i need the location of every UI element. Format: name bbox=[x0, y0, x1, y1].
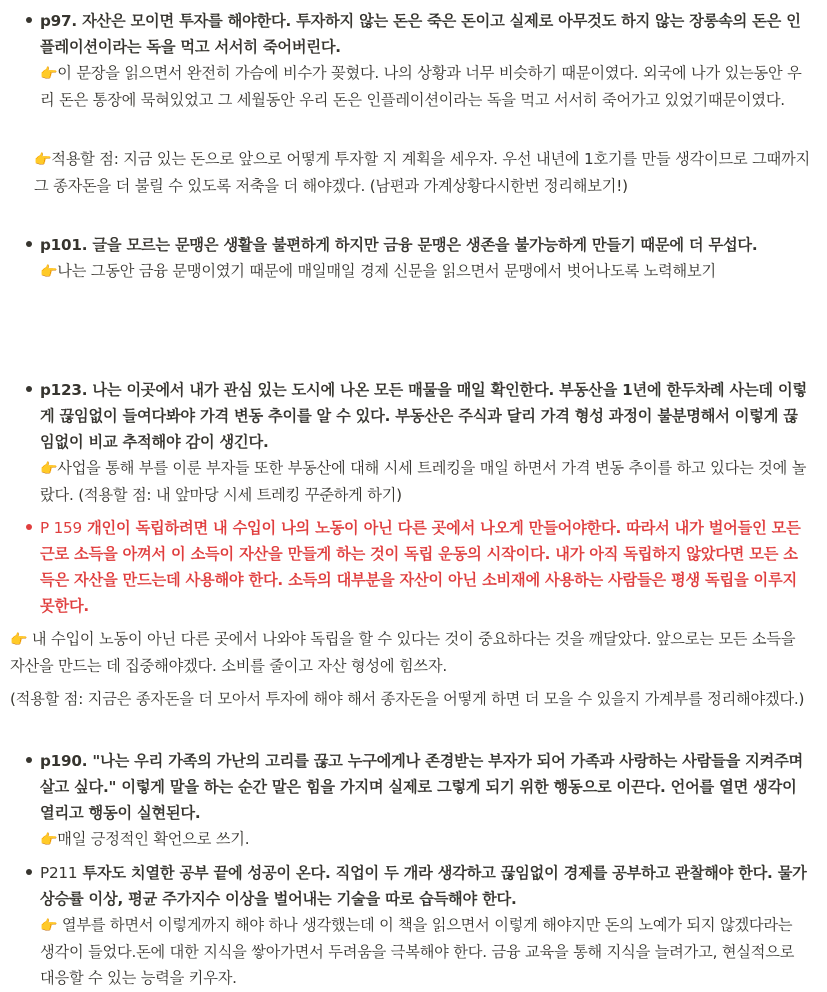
note-body: 사업을 통해 부를 이룬 부자들 또한 부동산에 대해 시세 트레킹을 매일 하면서 가격 변동 추이를 하고 있다는 것에 놀랐다. (적용할 점: 내 앞마당 시세 트레킹 꾸준하게 하기) bbox=[40, 459, 807, 504]
bullet-dot bbox=[26, 524, 32, 530]
note-body: 열부를 하면서 이렇게까지 해야 하나 생각했는데 이 책을 읽으면서 이렇게 해야지만 돈의 노예가 되지 않겠다라는 생각이 들었다.돈에 대한 지식을 쌓아가면서 두려움을 극복해야 한다. 금융 교육을 통해 지식을 늘려가고, 현실적으로 대응할 수 있는 능력을 키우자. bbox=[40, 916, 795, 987]
pointing-hand-icon: 👉 bbox=[10, 632, 28, 648]
note-body: 매일 긍정적인 확언으로 쓰기. bbox=[57, 830, 250, 848]
note-paragraph-p159 bbox=[10, 626, 810, 679]
bullet-dot bbox=[26, 17, 32, 23]
bullet-dot bbox=[26, 386, 32, 392]
quote-text: p190. "나는 우리 가족의 가난의 고리를 끊고 누구에게나 존경받는 부자가 되어 가족과 사랑하는 사람들을 지켜주며 살고 싶다." 이렇게 말을 하는 순간 말은 힘을 가지며 실제로 그렇게 되기 위한 행동으로 이끈다. 언어를 열면 생각이 열리고 행동이 실현된다. bbox=[40, 752, 804, 822]
page-reference: P 159 bbox=[40, 519, 82, 537]
note-body: 이 문장을 읽으면서 완전히 가슴에 비수가 꽂혔다. 나의 상황과 너무 비슷하기 때문이였다. 외국에 나가 있는동안 우리 돈은 통장에 묵혀있었고 그 세월동안 우리 돈은 인플레이션이라는 독을 먹고 서서히 죽어가고 있었기때문이였다. bbox=[40, 64, 802, 109]
list-item-p190 bbox=[20, 748, 810, 853]
quote-body: 개인이 독립하려면 내 수입이 나의 노동이 아닌 다른 곳에서 나오게 만들어야한다. 따라서 내가 벌어들인 모든 근로 소득을 아껴서 이 소득이 자산을 만들게 하는 것이 독립 운동의 시작이다. 내가 아직 독립하지 않았다면 모든 소득은 자산을 만드는데 사용해야 한다. 소득의 대부분을 자산이 아닌 소비재에 사용하는 사람들은 평생 독립을 이루지 못한다. bbox=[40, 519, 801, 615]
apply-text: (적용할 점: 지금은 종자돈을 더 모아서 투자에 해야 해서 종자돈을 어떻게 하면 더 모을 수 있을지 가계부를 정리해야겠다.) bbox=[10, 690, 805, 708]
bullet-dot bbox=[26, 241, 32, 247]
note-text bbox=[40, 258, 810, 285]
list-item-p101 bbox=[20, 232, 810, 285]
list-item-p97 bbox=[20, 8, 810, 113]
bullet-dot bbox=[26, 757, 32, 763]
pointing-hand-icon: 👉 bbox=[40, 918, 58, 934]
note-text bbox=[40, 912, 810, 991]
pointing-hand-icon: 👉 bbox=[40, 264, 58, 280]
note-body: 나는 그동안 금융 문맹이였기 때문에 매일매일 경제 신문을 읽으면서 문맹에서 벗어나도록 노력해보기 bbox=[57, 262, 716, 280]
note-text bbox=[40, 826, 810, 853]
list-item-p159 bbox=[20, 515, 810, 619]
quote-text: p101. 글을 모르는 문맹은 생활을 불편하게 하지만 금융 문맹은 생존을 불가능하게 만들기 때문에 더 무섭다. bbox=[40, 236, 758, 254]
list-item-p211 bbox=[20, 860, 810, 991]
apply-paragraph-p159 bbox=[10, 686, 810, 712]
note-text bbox=[40, 60, 810, 113]
apply-paragraph-p97 bbox=[34, 146, 810, 199]
apply-text: 적용할 점: 지금 있는 돈으로 앞으로 어떻게 투자할 지 계획을 세우자. 우선 내년에 1호기를 만들 생각이므로 그때까지 그 종자돈을 더 불릴 수 있도록 저축을 더 해야겠다. (남편과 가계상황다시한번 정리해보기!) bbox=[34, 150, 810, 195]
quote-body: 투자도 치열한 공부 끝에 성공이 온다. 직업이 두 개라 생각하고 끊임없이 경제를 공부하고 관찰해야 한다. 물가 상승률 이상, 평균 주가지수 이상을 벌어내는 기술을 따로 습득해야 한다. bbox=[40, 864, 807, 908]
note-text bbox=[40, 455, 810, 508]
quote-text: p97. 자산은 모이면 투자를 해야한다. 투자하지 않는 돈은 죽은 돈이고 실제로 아무것도 하지 않는 장롱속의 돈은 인플레이션이라는 독을 먹고 서서히 죽어버린다. bbox=[40, 12, 801, 56]
page-reference: P211 bbox=[40, 864, 78, 882]
list-item-p123 bbox=[20, 377, 810, 508]
note-body: 내 수입이 노동이 아닌 다른 곳에서 나와야 독립을 할 수 있다는 것이 중요하다는 것을 깨달았다. 앞으로는 모든 소득을 자산을 만드는 데 집중해야겠다. 소비를 줄이고 자산 형성에 힘쓰자. bbox=[10, 630, 796, 675]
pointing-hand-icon: 👉 bbox=[40, 66, 58, 82]
bullet-dot bbox=[26, 869, 32, 875]
quote-text bbox=[40, 515, 810, 619]
quote-text bbox=[40, 860, 810, 912]
pointing-hand-icon: 👉 bbox=[34, 152, 52, 168]
pointing-hand-icon: 👉 bbox=[40, 461, 58, 477]
quote-text: p123. 나는 이곳에서 내가 관심 있는 도시에 나온 모든 매물을 매일 확인한다. 부동산을 1년에 한두차례 사는데 이렇게 끊임없이 들여다봐야 가격 변동 추이를 알 수 있다. 부동산은 주식과 달리 가격 형성 과정이 불분명해서 이렇게 끊임없이 비교 추적해야 감이 생긴다. bbox=[40, 381, 807, 451]
pointing-hand-icon: 👉 bbox=[40, 832, 58, 848]
